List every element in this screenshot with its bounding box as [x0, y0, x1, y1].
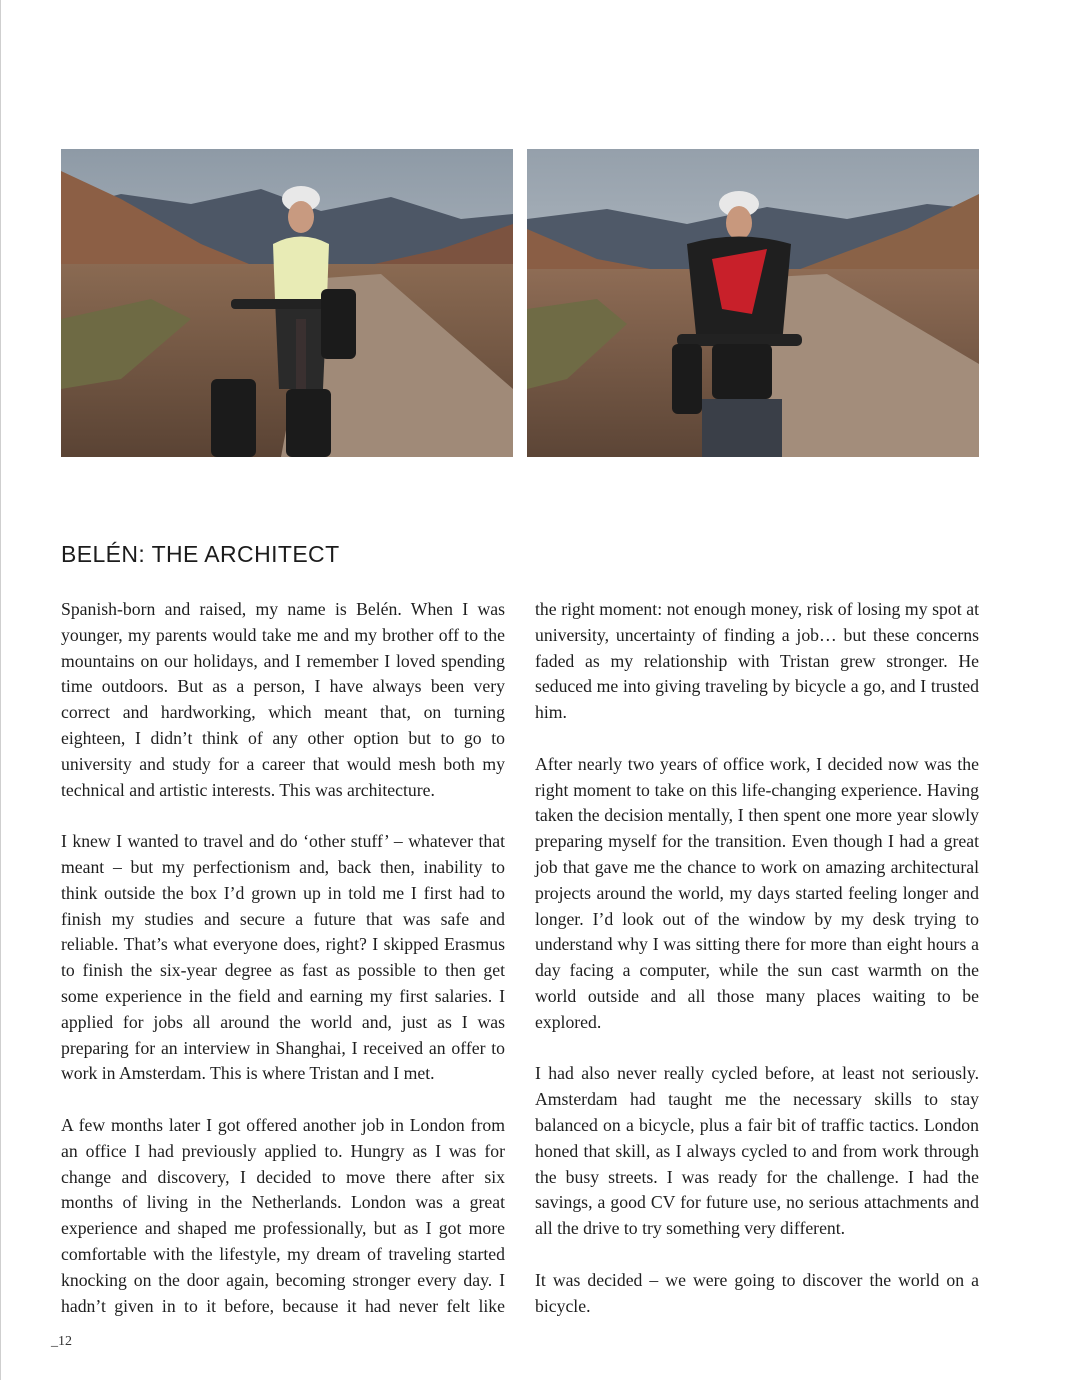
page-number: _12 [51, 1334, 72, 1349]
paragraph: It was decided – we were going to discover the world on a bicycle. [535, 1269, 979, 1316]
paragraph: After nearly two years of office work, I decided now was the right moment to take on this life-changing experience. Having taken the decision mentally, I then spent one more year slowly preparing myself for the transition. Even though I had a great job that gave me the chance to work on amazing architectural projects around the world, my days started feeling longer and longer. I’d look out of the window by my desk trying to understand why I was sitting there for more than eight hours a day facing a computer, while the sun cast warmth on the world outside and all those many places waiting to be explored. [535, 753, 979, 1032]
paragraph: the right moment: not enough money, risk of losing my spot at university, uncertainty of finding a job… but these concerns faded as my relationship with Tristan grew stronger. He seduced me into giving traveling by bicycle a go, and I trusted him. [535, 599, 979, 723]
photo-tristan [527, 149, 979, 457]
section-heading: BELÉN: THE ARCHITECT [61, 541, 340, 567]
paragraph: Spanish-born and raised, my name is Belén. When I was younger, my parents would take me and my brother off to the mountains on our holidays, and I remember I loved spending time outdoors. But as a person, I have always been very correct and hardworking, which meant that, on turning eighteen, I didn’t think of any other option but to go to university and study for a career that would mesh both my technical and artistic interests. This was architecture. [61, 599, 505, 800]
photo-belen [61, 149, 513, 457]
right-text-column [535, 597, 979, 1345]
page-edge [0, 0, 1, 1380]
paragraph: A few months later I got offered another job in London from an office I had previously applied to. Hungry as I was for change and discovery, I decided to move there after six months of living in the Netherlands. London was a great experience and shaped me professionally, but as I got more comfortable with the lifestyle, my dream of traveling started knocking on the door again, becoming stronger every day. I hadn’t given in to it before, because it had never felt like [61, 1114, 505, 1316]
paragraph: I knew I wanted to travel and do ‘other stuff’ – whatever that meant – but my perfectionism and, back then, inability to think outside the box I’d grown up in told me I first had to finish my studies and secure a future that was safe and reliable. That’s what everyone does, right? I skipped Erasmus to finish the six-year degree as fast as possible to then get some experience in the field and earning my first salaries. I applied for jobs all around the world and, just as I was preparing for an interview in Shanghai, I received an offer to work in Amsterdam. This is where Tristan and I met. [61, 831, 505, 1084]
paragraph: I had also never really cycled before, at least not seriously. Amsterdam had taught me the necessary skills to stay balanced on a bicycle, plus a fair bit of traffic tactics. London honed that skill, as I always cycled to and from work through the busy streets. I was ready for the challenge. I had the savings, a good CV for future use, no serious attachments and all the drive to try something very different. [535, 1063, 979, 1239]
left-text-column [61, 597, 505, 1345]
